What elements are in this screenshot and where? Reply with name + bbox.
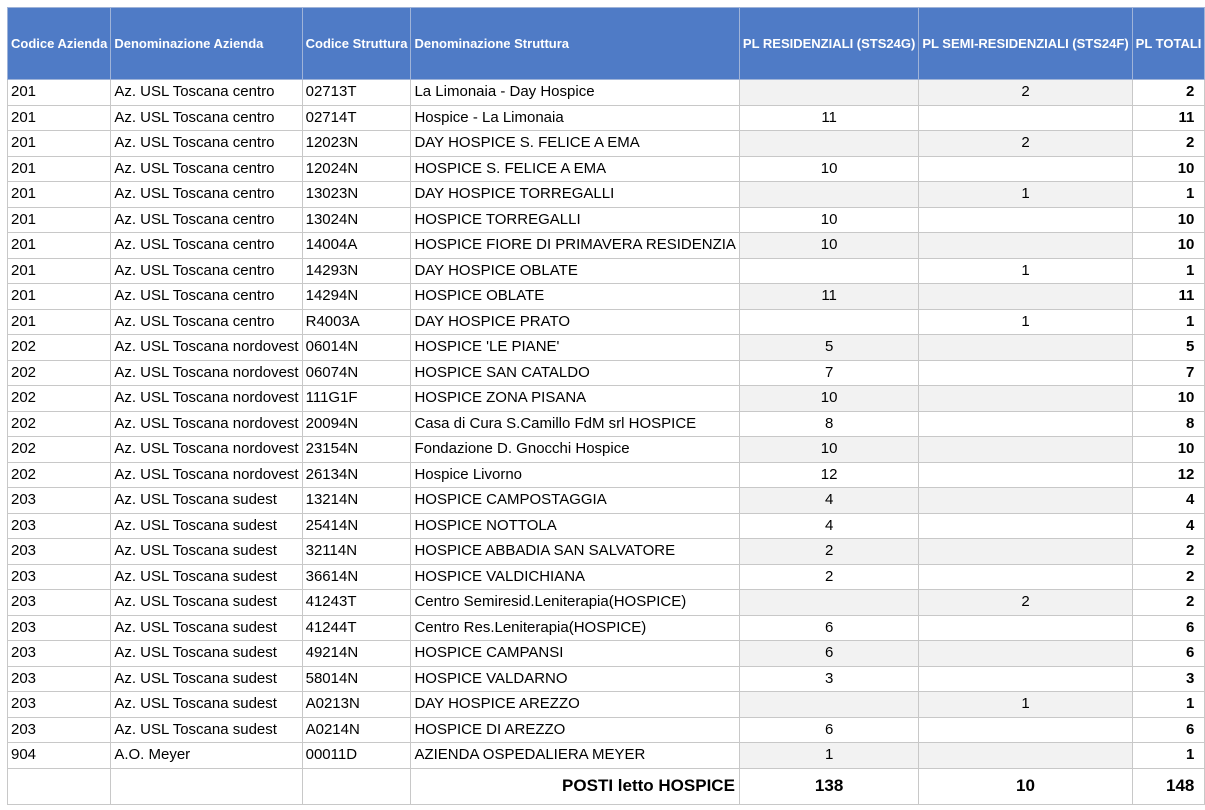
cell-pl-totali: 3 bbox=[1132, 666, 1205, 692]
cell-denominazione-struttura: Hospice Livorno bbox=[411, 462, 739, 488]
cell-codice-struttura: 58014N bbox=[302, 666, 411, 692]
cell-pl-totali: 2 bbox=[1132, 539, 1205, 565]
cell-pl-totali: 7 bbox=[1132, 360, 1205, 386]
cell-pl-residenziali: 10 bbox=[739, 156, 918, 182]
total-empty-cell bbox=[302, 768, 411, 804]
cell-codice-struttura: A0213N bbox=[302, 692, 411, 718]
cell-denominazione-struttura: DAY HOSPICE PRATO bbox=[411, 309, 739, 335]
cell-denominazione-struttura: AZIENDA OSPEDALIERA MEYER bbox=[411, 743, 739, 769]
cell-pl-totali: 2 bbox=[1132, 590, 1205, 616]
cell-denominazione-azienda: Az. USL Toscana nordovest bbox=[111, 386, 302, 412]
cell-denominazione-struttura: DAY HOSPICE S. FELICE A EMA bbox=[411, 131, 739, 157]
cell-denominazione-azienda: Az. USL Toscana sudest bbox=[111, 615, 302, 641]
table-row bbox=[8, 411, 1205, 437]
cell-pl-totali: 10 bbox=[1132, 207, 1205, 233]
table-row bbox=[8, 437, 1205, 463]
cell-pl-residenziali: 5 bbox=[739, 335, 918, 361]
cell-denominazione-struttura: La Limonaia - Day Hospice bbox=[411, 80, 739, 106]
cell-codice-azienda: 201 bbox=[8, 207, 111, 233]
table-row bbox=[8, 615, 1205, 641]
cell-codice-struttura: 20094N bbox=[302, 411, 411, 437]
cell-codice-struttura: 111G1F bbox=[302, 386, 411, 412]
cell-codice-azienda: 203 bbox=[8, 539, 111, 565]
cell-codice-struttura: 41243T bbox=[302, 590, 411, 616]
cell-pl-semi-residenziali: 1 bbox=[919, 309, 1132, 335]
cell-pl-semi-residenziali bbox=[919, 539, 1132, 565]
cell-codice-struttura: 13023N bbox=[302, 182, 411, 208]
table-row bbox=[8, 284, 1205, 310]
cell-codice-azienda: 201 bbox=[8, 309, 111, 335]
cell-pl-totali: 6 bbox=[1132, 641, 1205, 667]
cell-codice-struttura: 02714T bbox=[302, 105, 411, 131]
cell-codice-azienda: 202 bbox=[8, 411, 111, 437]
cell-denominazione-struttura: HOSPICE VALDICHIANA bbox=[411, 564, 739, 590]
cell-codice-struttura: 14294N bbox=[302, 284, 411, 310]
hospice-beds-table bbox=[7, 7, 1205, 805]
cell-pl-residenziali: 10 bbox=[739, 437, 918, 463]
cell-codice-struttura: 23154N bbox=[302, 437, 411, 463]
cell-pl-totali: 1 bbox=[1132, 182, 1205, 208]
cell-pl-semi-residenziali bbox=[919, 335, 1132, 361]
total-totali: 148 bbox=[1132, 768, 1205, 804]
cell-pl-residenziali: 10 bbox=[739, 207, 918, 233]
cell-pl-residenziali bbox=[739, 131, 918, 157]
table-row bbox=[8, 717, 1205, 743]
cell-pl-residenziali: 3 bbox=[739, 666, 918, 692]
header-denominazione-struttura: Denominazione Struttura bbox=[411, 8, 739, 80]
cell-codice-azienda: 201 bbox=[8, 182, 111, 208]
cell-pl-totali: 11 bbox=[1132, 284, 1205, 310]
table-row bbox=[8, 156, 1205, 182]
cell-denominazione-azienda: Az. USL Toscana sudest bbox=[111, 513, 302, 539]
cell-pl-semi-residenziali bbox=[919, 437, 1132, 463]
cell-pl-totali: 12 bbox=[1132, 462, 1205, 488]
cell-codice-azienda: 202 bbox=[8, 462, 111, 488]
cell-pl-semi-residenziali bbox=[919, 615, 1132, 641]
total-label: POSTI letto HOSPICE bbox=[411, 768, 739, 804]
cell-denominazione-struttura: DAY HOSPICE AREZZO bbox=[411, 692, 739, 718]
table-row bbox=[8, 513, 1205, 539]
cell-pl-semi-residenziali bbox=[919, 462, 1132, 488]
cell-pl-semi-residenziali bbox=[919, 156, 1132, 182]
header-row bbox=[8, 8, 1205, 80]
cell-denominazione-azienda: Az. USL Toscana nordovest bbox=[111, 437, 302, 463]
cell-codice-struttura: 02713T bbox=[302, 80, 411, 106]
cell-pl-semi-residenziali bbox=[919, 513, 1132, 539]
table-row bbox=[8, 386, 1205, 412]
cell-codice-azienda: 904 bbox=[8, 743, 111, 769]
cell-denominazione-azienda: Az. USL Toscana centro bbox=[111, 309, 302, 335]
cell-pl-totali: 4 bbox=[1132, 513, 1205, 539]
table-body bbox=[8, 80, 1205, 769]
total-semi-residenziali: 10 bbox=[919, 768, 1132, 804]
cell-pl-semi-residenziali bbox=[919, 641, 1132, 667]
cell-pl-residenziali bbox=[739, 182, 918, 208]
cell-denominazione-struttura: HOSPICE ABBADIA SAN SALVATORE bbox=[411, 539, 739, 565]
cell-codice-azienda: 203 bbox=[8, 692, 111, 718]
table-row bbox=[8, 80, 1205, 106]
cell-codice-azienda: 202 bbox=[8, 386, 111, 412]
cell-denominazione-azienda: Az. USL Toscana nordovest bbox=[111, 411, 302, 437]
cell-pl-semi-residenziali bbox=[919, 207, 1132, 233]
table-row bbox=[8, 105, 1205, 131]
total-empty-cell bbox=[8, 768, 111, 804]
table-row bbox=[8, 564, 1205, 590]
cell-codice-struttura: 36614N bbox=[302, 564, 411, 590]
cell-denominazione-azienda: A.O. Meyer bbox=[111, 743, 302, 769]
cell-codice-struttura: 32114N bbox=[302, 539, 411, 565]
cell-pl-totali: 1 bbox=[1132, 743, 1205, 769]
cell-denominazione-struttura: Hospice - La Limonaia bbox=[411, 105, 739, 131]
cell-codice-struttura: 00011D bbox=[302, 743, 411, 769]
table-row bbox=[8, 462, 1205, 488]
cell-pl-residenziali bbox=[739, 692, 918, 718]
cell-denominazione-struttura: HOSPICE CAMPANSI bbox=[411, 641, 739, 667]
cell-codice-azienda: 203 bbox=[8, 564, 111, 590]
cell-denominazione-azienda: Az. USL Toscana centro bbox=[111, 131, 302, 157]
cell-pl-residenziali: 7 bbox=[739, 360, 918, 386]
cell-pl-totali: 8 bbox=[1132, 411, 1205, 437]
cell-denominazione-struttura: DAY HOSPICE OBLATE bbox=[411, 258, 739, 284]
cell-codice-azienda: 203 bbox=[8, 666, 111, 692]
header-codice-struttura: Codice Struttura bbox=[302, 8, 411, 80]
cell-codice-azienda: 203 bbox=[8, 513, 111, 539]
cell-pl-residenziali: 12 bbox=[739, 462, 918, 488]
cell-denominazione-azienda: Az. USL Toscana centro bbox=[111, 258, 302, 284]
cell-pl-residenziali bbox=[739, 590, 918, 616]
cell-denominazione-azienda: Az. USL Toscana sudest bbox=[111, 539, 302, 565]
cell-pl-residenziali bbox=[739, 309, 918, 335]
cell-denominazione-azienda: Az. USL Toscana centro bbox=[111, 233, 302, 259]
cell-denominazione-azienda: Az. USL Toscana sudest bbox=[111, 641, 302, 667]
cell-pl-semi-residenziali: 2 bbox=[919, 590, 1132, 616]
cell-codice-struttura: 49214N bbox=[302, 641, 411, 667]
cell-codice-struttura: 06074N bbox=[302, 360, 411, 386]
cell-codice-azienda: 201 bbox=[8, 284, 111, 310]
header-codice-azienda: Codice Azienda bbox=[8, 8, 111, 80]
cell-pl-semi-residenziali bbox=[919, 360, 1132, 386]
cell-pl-semi-residenziali: 1 bbox=[919, 182, 1132, 208]
cell-pl-semi-residenziali: 2 bbox=[919, 80, 1132, 106]
table-row bbox=[8, 182, 1205, 208]
cell-codice-struttura: 41244T bbox=[302, 615, 411, 641]
cell-denominazione-struttura: HOSPICE NOTTOLA bbox=[411, 513, 739, 539]
cell-codice-struttura: R4003A bbox=[302, 309, 411, 335]
total-empty-cell bbox=[111, 768, 302, 804]
cell-codice-struttura: 14293N bbox=[302, 258, 411, 284]
cell-pl-semi-residenziali bbox=[919, 488, 1132, 514]
total-row bbox=[8, 768, 1205, 804]
cell-codice-struttura: 13024N bbox=[302, 207, 411, 233]
cell-denominazione-struttura: HOSPICE FIORE DI PRIMAVERA RESIDENZIA bbox=[411, 233, 739, 259]
cell-pl-residenziali: 11 bbox=[739, 284, 918, 310]
cell-codice-azienda: 202 bbox=[8, 437, 111, 463]
cell-pl-totali: 6 bbox=[1132, 615, 1205, 641]
cell-denominazione-azienda: Az. USL Toscana nordovest bbox=[111, 462, 302, 488]
cell-codice-azienda: 201 bbox=[8, 156, 111, 182]
cell-codice-azienda: 203 bbox=[8, 488, 111, 514]
cell-denominazione-struttura: HOSPICE S. FELICE A EMA bbox=[411, 156, 739, 182]
cell-pl-totali: 5 bbox=[1132, 335, 1205, 361]
cell-pl-residenziali: 2 bbox=[739, 564, 918, 590]
cell-pl-totali: 10 bbox=[1132, 386, 1205, 412]
cell-pl-residenziali: 1 bbox=[739, 743, 918, 769]
cell-pl-residenziali: 6 bbox=[739, 641, 918, 667]
table-row bbox=[8, 335, 1205, 361]
cell-pl-semi-residenziali: 2 bbox=[919, 131, 1132, 157]
cell-pl-totali: 11 bbox=[1132, 105, 1205, 131]
cell-pl-residenziali bbox=[739, 80, 918, 106]
table-row bbox=[8, 488, 1205, 514]
table-row bbox=[8, 692, 1205, 718]
cell-denominazione-struttura: HOSPICE VALDARNO bbox=[411, 666, 739, 692]
cell-denominazione-struttura: DAY HOSPICE TORREGALLI bbox=[411, 182, 739, 208]
cell-denominazione-struttura: Centro Semiresid.Leniterapia(HOSPICE) bbox=[411, 590, 739, 616]
table-row bbox=[8, 233, 1205, 259]
cell-denominazione-struttura: HOSPICE 'LE PIANE' bbox=[411, 335, 739, 361]
cell-denominazione-struttura: HOSPICE OBLATE bbox=[411, 284, 739, 310]
cell-denominazione-azienda: Az. USL Toscana sudest bbox=[111, 590, 302, 616]
cell-codice-azienda: 203 bbox=[8, 717, 111, 743]
cell-denominazione-azienda: Az. USL Toscana centro bbox=[111, 284, 302, 310]
cell-pl-semi-residenziali: 1 bbox=[919, 692, 1132, 718]
cell-pl-residenziali: 8 bbox=[739, 411, 918, 437]
cell-denominazione-struttura: Casa di Cura S.Camillo FdM srl HOSPICE bbox=[411, 411, 739, 437]
cell-denominazione-azienda: Az. USL Toscana sudest bbox=[111, 717, 302, 743]
cell-denominazione-struttura: HOSPICE SAN CATALDO bbox=[411, 360, 739, 386]
cell-denominazione-azienda: Az. USL Toscana sudest bbox=[111, 488, 302, 514]
cell-pl-residenziali: 6 bbox=[739, 615, 918, 641]
cell-pl-semi-residenziali bbox=[919, 105, 1132, 131]
cell-denominazione-azienda: Az. USL Toscana centro bbox=[111, 182, 302, 208]
cell-codice-struttura: 25414N bbox=[302, 513, 411, 539]
cell-pl-totali: 10 bbox=[1132, 233, 1205, 259]
total-residenziali: 138 bbox=[739, 768, 918, 804]
cell-pl-semi-residenziali bbox=[919, 717, 1132, 743]
cell-pl-semi-residenziali bbox=[919, 564, 1132, 590]
cell-codice-struttura: 14004A bbox=[302, 233, 411, 259]
cell-pl-totali: 10 bbox=[1132, 437, 1205, 463]
cell-pl-semi-residenziali bbox=[919, 284, 1132, 310]
header-pl-semi-residenziali: PL SEMI-RESIDENZIALI (STS24F) bbox=[919, 8, 1132, 80]
table-row bbox=[8, 641, 1205, 667]
cell-denominazione-azienda: Az. USL Toscana centro bbox=[111, 156, 302, 182]
cell-denominazione-azienda: Az. USL Toscana sudest bbox=[111, 564, 302, 590]
cell-codice-azienda: 201 bbox=[8, 80, 111, 106]
cell-codice-struttura: 12024N bbox=[302, 156, 411, 182]
cell-codice-azienda: 203 bbox=[8, 641, 111, 667]
cell-denominazione-struttura: HOSPICE TORREGALLI bbox=[411, 207, 739, 233]
cell-codice-azienda: 201 bbox=[8, 131, 111, 157]
cell-denominazione-struttura: HOSPICE DI AREZZO bbox=[411, 717, 739, 743]
cell-pl-totali: 6 bbox=[1132, 717, 1205, 743]
cell-pl-residenziali: 10 bbox=[739, 386, 918, 412]
cell-denominazione-struttura: Fondazione D. Gnocchi Hospice bbox=[411, 437, 739, 463]
cell-codice-struttura: 12023N bbox=[302, 131, 411, 157]
cell-pl-semi-residenziali bbox=[919, 411, 1132, 437]
cell-codice-azienda: 201 bbox=[8, 105, 111, 131]
cell-pl-totali: 1 bbox=[1132, 692, 1205, 718]
cell-pl-residenziali: 4 bbox=[739, 488, 918, 514]
cell-codice-struttura: 13214N bbox=[302, 488, 411, 514]
cell-codice-struttura: A0214N bbox=[302, 717, 411, 743]
cell-denominazione-struttura: Centro Res.Leniterapia(HOSPICE) bbox=[411, 615, 739, 641]
cell-pl-totali: 2 bbox=[1132, 80, 1205, 106]
table-row bbox=[8, 360, 1205, 386]
table-row bbox=[8, 131, 1205, 157]
cell-pl-residenziali: 10 bbox=[739, 233, 918, 259]
cell-pl-residenziali: 11 bbox=[739, 105, 918, 131]
cell-pl-residenziali: 2 bbox=[739, 539, 918, 565]
cell-denominazione-azienda: Az. USL Toscana sudest bbox=[111, 666, 302, 692]
cell-codice-azienda: 203 bbox=[8, 615, 111, 641]
table-row bbox=[8, 207, 1205, 233]
header-pl-totali: PL TOTALI bbox=[1132, 8, 1205, 80]
cell-denominazione-struttura: HOSPICE CAMPOSTAGGIA bbox=[411, 488, 739, 514]
cell-pl-totali: 1 bbox=[1132, 258, 1205, 284]
cell-codice-struttura: 26134N bbox=[302, 462, 411, 488]
cell-codice-azienda: 202 bbox=[8, 360, 111, 386]
cell-pl-residenziali: 6 bbox=[739, 717, 918, 743]
cell-codice-azienda: 201 bbox=[8, 258, 111, 284]
cell-pl-semi-residenziali bbox=[919, 386, 1132, 412]
cell-codice-azienda: 201 bbox=[8, 233, 111, 259]
cell-pl-totali: 10 bbox=[1132, 156, 1205, 182]
cell-pl-semi-residenziali bbox=[919, 233, 1132, 259]
cell-pl-totali: 4 bbox=[1132, 488, 1205, 514]
cell-codice-azienda: 203 bbox=[8, 590, 111, 616]
table-row bbox=[8, 743, 1205, 769]
cell-denominazione-azienda: Az. USL Toscana sudest bbox=[111, 692, 302, 718]
cell-denominazione-azienda: Az. USL Toscana nordovest bbox=[111, 335, 302, 361]
table-row bbox=[8, 590, 1205, 616]
table-row bbox=[8, 666, 1205, 692]
cell-pl-semi-residenziali: 1 bbox=[919, 258, 1132, 284]
cell-pl-totali: 2 bbox=[1132, 131, 1205, 157]
table-row bbox=[8, 539, 1205, 565]
cell-codice-struttura: 06014N bbox=[302, 335, 411, 361]
cell-denominazione-struttura: HOSPICE ZONA PISANA bbox=[411, 386, 739, 412]
cell-pl-semi-residenziali bbox=[919, 743, 1132, 769]
cell-denominazione-azienda: Az. USL Toscana nordovest bbox=[111, 360, 302, 386]
cell-denominazione-azienda: Az. USL Toscana centro bbox=[111, 80, 302, 106]
cell-pl-residenziali bbox=[739, 258, 918, 284]
cell-denominazione-azienda: Az. USL Toscana centro bbox=[111, 105, 302, 131]
header-denominazione-azienda: Denominazione Azienda bbox=[111, 8, 302, 80]
table-row bbox=[8, 309, 1205, 335]
cell-pl-totali: 1 bbox=[1132, 309, 1205, 335]
cell-pl-totali: 2 bbox=[1132, 564, 1205, 590]
cell-pl-residenziali: 4 bbox=[739, 513, 918, 539]
table-row bbox=[8, 258, 1205, 284]
cell-codice-azienda: 202 bbox=[8, 335, 111, 361]
header-pl-residenziali: PL RESIDENZIALI (STS24G) bbox=[739, 8, 918, 80]
cell-denominazione-azienda: Az. USL Toscana centro bbox=[111, 207, 302, 233]
cell-pl-semi-residenziali bbox=[919, 666, 1132, 692]
